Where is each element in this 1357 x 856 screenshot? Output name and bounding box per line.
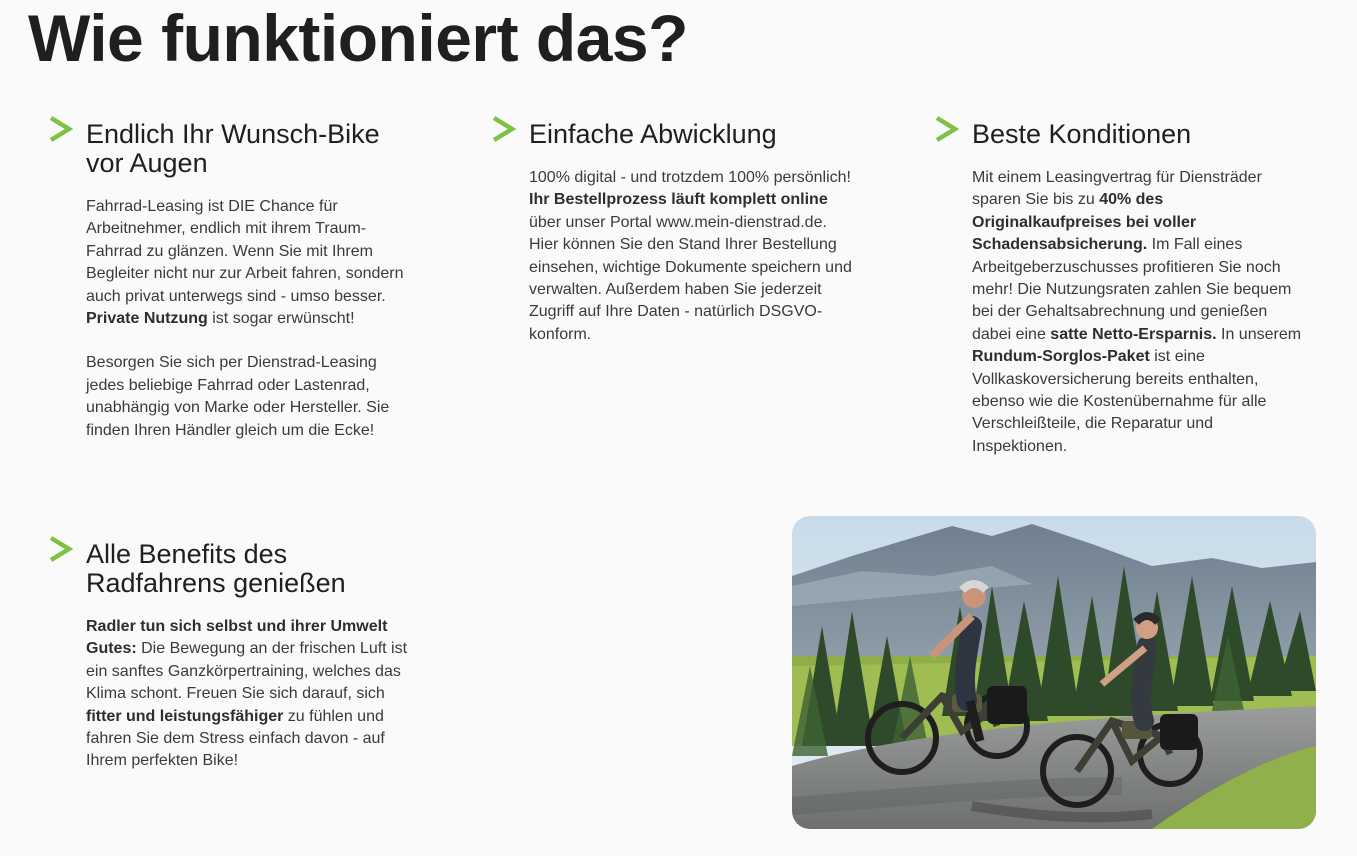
chevron-right-icon [45, 532, 75, 566]
feature-title: Einfache Abwicklung [529, 119, 777, 149]
feature-text: Radler tun sich selbst und ihrer Umwelt Gutes: Die Bewegung an der frischen Luft ist ein sanftes Ganzkörpertraining, welches das Klima schont. Freuen Sie sich darauf, sich fitter und leistungsfähiger zu fühlen und fahren Sie dem Stress einfach davon - auf Ihrem perfekten Bike! [86, 618, 408, 770]
chevron-right-icon [45, 112, 75, 146]
feature-wunsch-bike [86, 120, 416, 442]
chevron-right-icon [931, 112, 961, 146]
feature-title: Alle Benefits des Radfahrens genießen [86, 539, 346, 598]
feature-abwicklung [529, 120, 859, 346]
feature-konditionen [972, 120, 1302, 458]
cyclists-photo [792, 516, 1316, 829]
feature-text: Fahrrad-Leasing ist DIE Chance für Arbeitnehmer, endlich mit ihrem Traum-Fahrrad zu glänzen. Wenn Sie mit Ihrem Begleiter nicht nur zur Arbeit fahren, sondern auch privat unterwegs sind - umso besser. Private Nutzung ist sogar erwünscht! [86, 198, 404, 328]
feature-text: 100% digital - und trotzdem 100% persönlich! Ihr Bestellprozess läuft komplett online über unser Portal www.mein-dienstrad.de. Hier können Sie den Stand Ihrer Bestellung einsehen, wichtige Dokumente speichern und verwalten. Außerdem haben Sie jederzeit Zugriff auf Ihre Daten - natürlich DSGVO-konform. [529, 169, 852, 343]
feature-benefits [86, 540, 416, 773]
chevron-right-icon [488, 112, 518, 146]
page-title: Wie funktioniert das? [28, 1, 688, 75]
feature-title: Endlich Ihr Wunsch-Bike vor Augen [86, 119, 380, 178]
feature-title: Beste Konditionen [972, 119, 1192, 149]
feature-text: Mit einem Leasingvertrag für Diensträder sparen Sie bis zu 40% des Originalkaufpreises bei voller Schadensabsicherung. Im Fall eines Arbeitgeberzuschusses profitieren Sie noch mehr! Die Nutzungsraten zahlen Sie bequem bei der Gehaltsabrechnung und genießen dabei eine satte Netto-Ersparnis. In unserem Rundum-Sorglos-Paket ist eine Vollkaskoversicherung bereits enthalten, ebenso wie die Kostenübernahme für alle Verschleißteile, die Reparatur und Inspektionen. [972, 169, 1302, 455]
feature-text: Besorgen Sie sich per Dienstrad-Leasing jedes beliebige Fahrrad oder Lastenrad, unabhängig von Marke oder Hersteller. Sie finden Ihren Händler gleich um die Ecke! [86, 354, 390, 439]
